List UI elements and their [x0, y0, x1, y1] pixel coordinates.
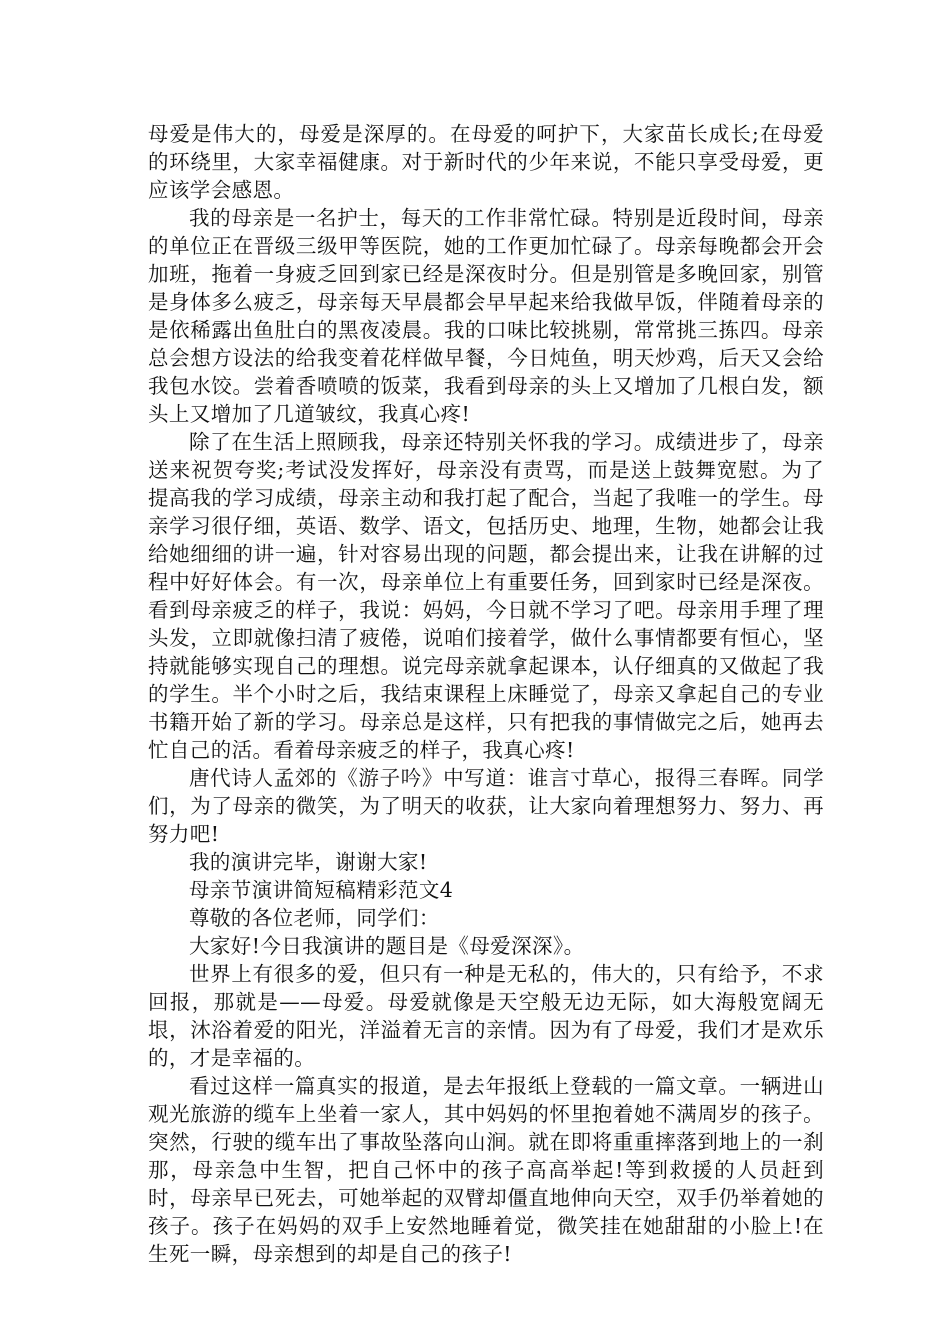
- paragraph-selfless-love: 世界上有很多的爱，但只有一种是无私的，伟大的，只有给予，不求回报，那就是——母爱。母爱就像是天空般无边无际，如大海般宽阔无垠，沐浴着爱的阳光，洋溢着无言的亲情。因为有了母爱，我们才是欢乐的，才是幸福的。: [148, 962, 824, 1070]
- paragraph-mother-study: 除了在生活上照顾我，母亲还特别关怀我的学习。成绩进步了，母亲送来祝贺夸奖;考试没发挥好，母亲没有责骂，而是送上鼓舞宽慰。为了提高我的学习成绩，母亲主动和我打起了配合，当起了我唯一的学生。母亲学习很仔细，英语、数学、语文，包括历史、地理，生物，她都会让我给她细细的讲一遍，针对容易出现的问题，都会提出来，让我在讲解的过程中好好体会。有一次，母亲单位上有重要任务，回到家时已经是深夜。看到母亲疲乏的样子，我说：妈妈，今日就不学习了吧。母亲用手理了理头发，立即就像扫清了疲倦，说咱们接着学，做什么事情都要有恒心，坚持就能够实现自己的理想。说完母亲就拿起课本，认仔细真的又做起了我的学生。半个小时之后，我结束课程上床睡觉了，母亲又拿起自己的专业书籍开始了新的学习。母亲总是这样，只有把我的事情做完之后，她再去忙自己的活。看着母亲疲乏的样子，我真心疼!: [148, 430, 824, 762]
- paragraph-poem: 唐代诗人孟郊的《游子吟》中写道：谁言寸草心，报得三春晖。同学们，为了母亲的微笑，为了明天的收获，让大家向着理想努力、努力、再努力吧!: [148, 766, 824, 846]
- paragraph-closing: 我的演讲完毕，谢谢大家!: [189, 850, 428, 874]
- paragraph-salutation: 尊敬的各位老师，同学们：: [189, 906, 440, 930]
- paragraph-mother-nurse: 我的母亲是一名护士，每天的工作非常忙碌。特别是近段时间，母亲的单位正在晋级三级甲等医院，她的工作更加忙碌了。母亲每晚都会开会加班，拖着一身疲乏回到家已经是深夜时分。但是别管是多晚回家，别管是身体多么疲乏，母亲每天早晨都会早早起来给我做早饭，伴随着母亲的是依稀露出鱼肚白的黑夜凌晨。我的口味比较挑剔，常常挑三拣四。母亲总会想方设法的给我变着花样做早餐，今日炖鱼，明天炒鸡，后天又会给我包水饺。尝着香喷喷的饭菜，我看到母亲的头上又增加了几根白发，额头上又增加了几道皱纹，我真心疼!: [148, 206, 824, 426]
- paragraph-greeting: 大家好!今日我演讲的题目是《母爱深深》。: [189, 934, 585, 958]
- paragraph-news-story: 看过这样一篇真实的报道，是去年报纸上登载的一篇文章。一辆进山观光旅游的缆车上坐着一家人，其中妈妈的怀里抱着她不满周岁的孩子。突然，行驶的缆车出了事故坠落向山涧。就在即将重重摔落到地上的一刹那，母亲急中生智，把自己怀中的孩子高高举起!等到救援的人员赶到时，母亲早已死去，可她举起的双臂却僵直地伸向天空，双手仍举着她的孩子。孩子在妈妈的双手上安然地睡着觉，微笑挂在她甜甜的小脸上!在生死一瞬，母亲想到的却是自己的孩子!: [148, 1074, 824, 1266]
- paragraph-intro: 母爱是伟大的，母爱是深厚的。在母爱的呵护下，大家苗长成长;在母爱的环绕里，大家幸福健康。对于新时代的少年来说，不能只享受母爱，更应该学会感恩。: [148, 122, 824, 202]
- document-body: [148, 120, 824, 1268]
- section-title: 母亲节演讲简短稿精彩范文4: [189, 878, 454, 902]
